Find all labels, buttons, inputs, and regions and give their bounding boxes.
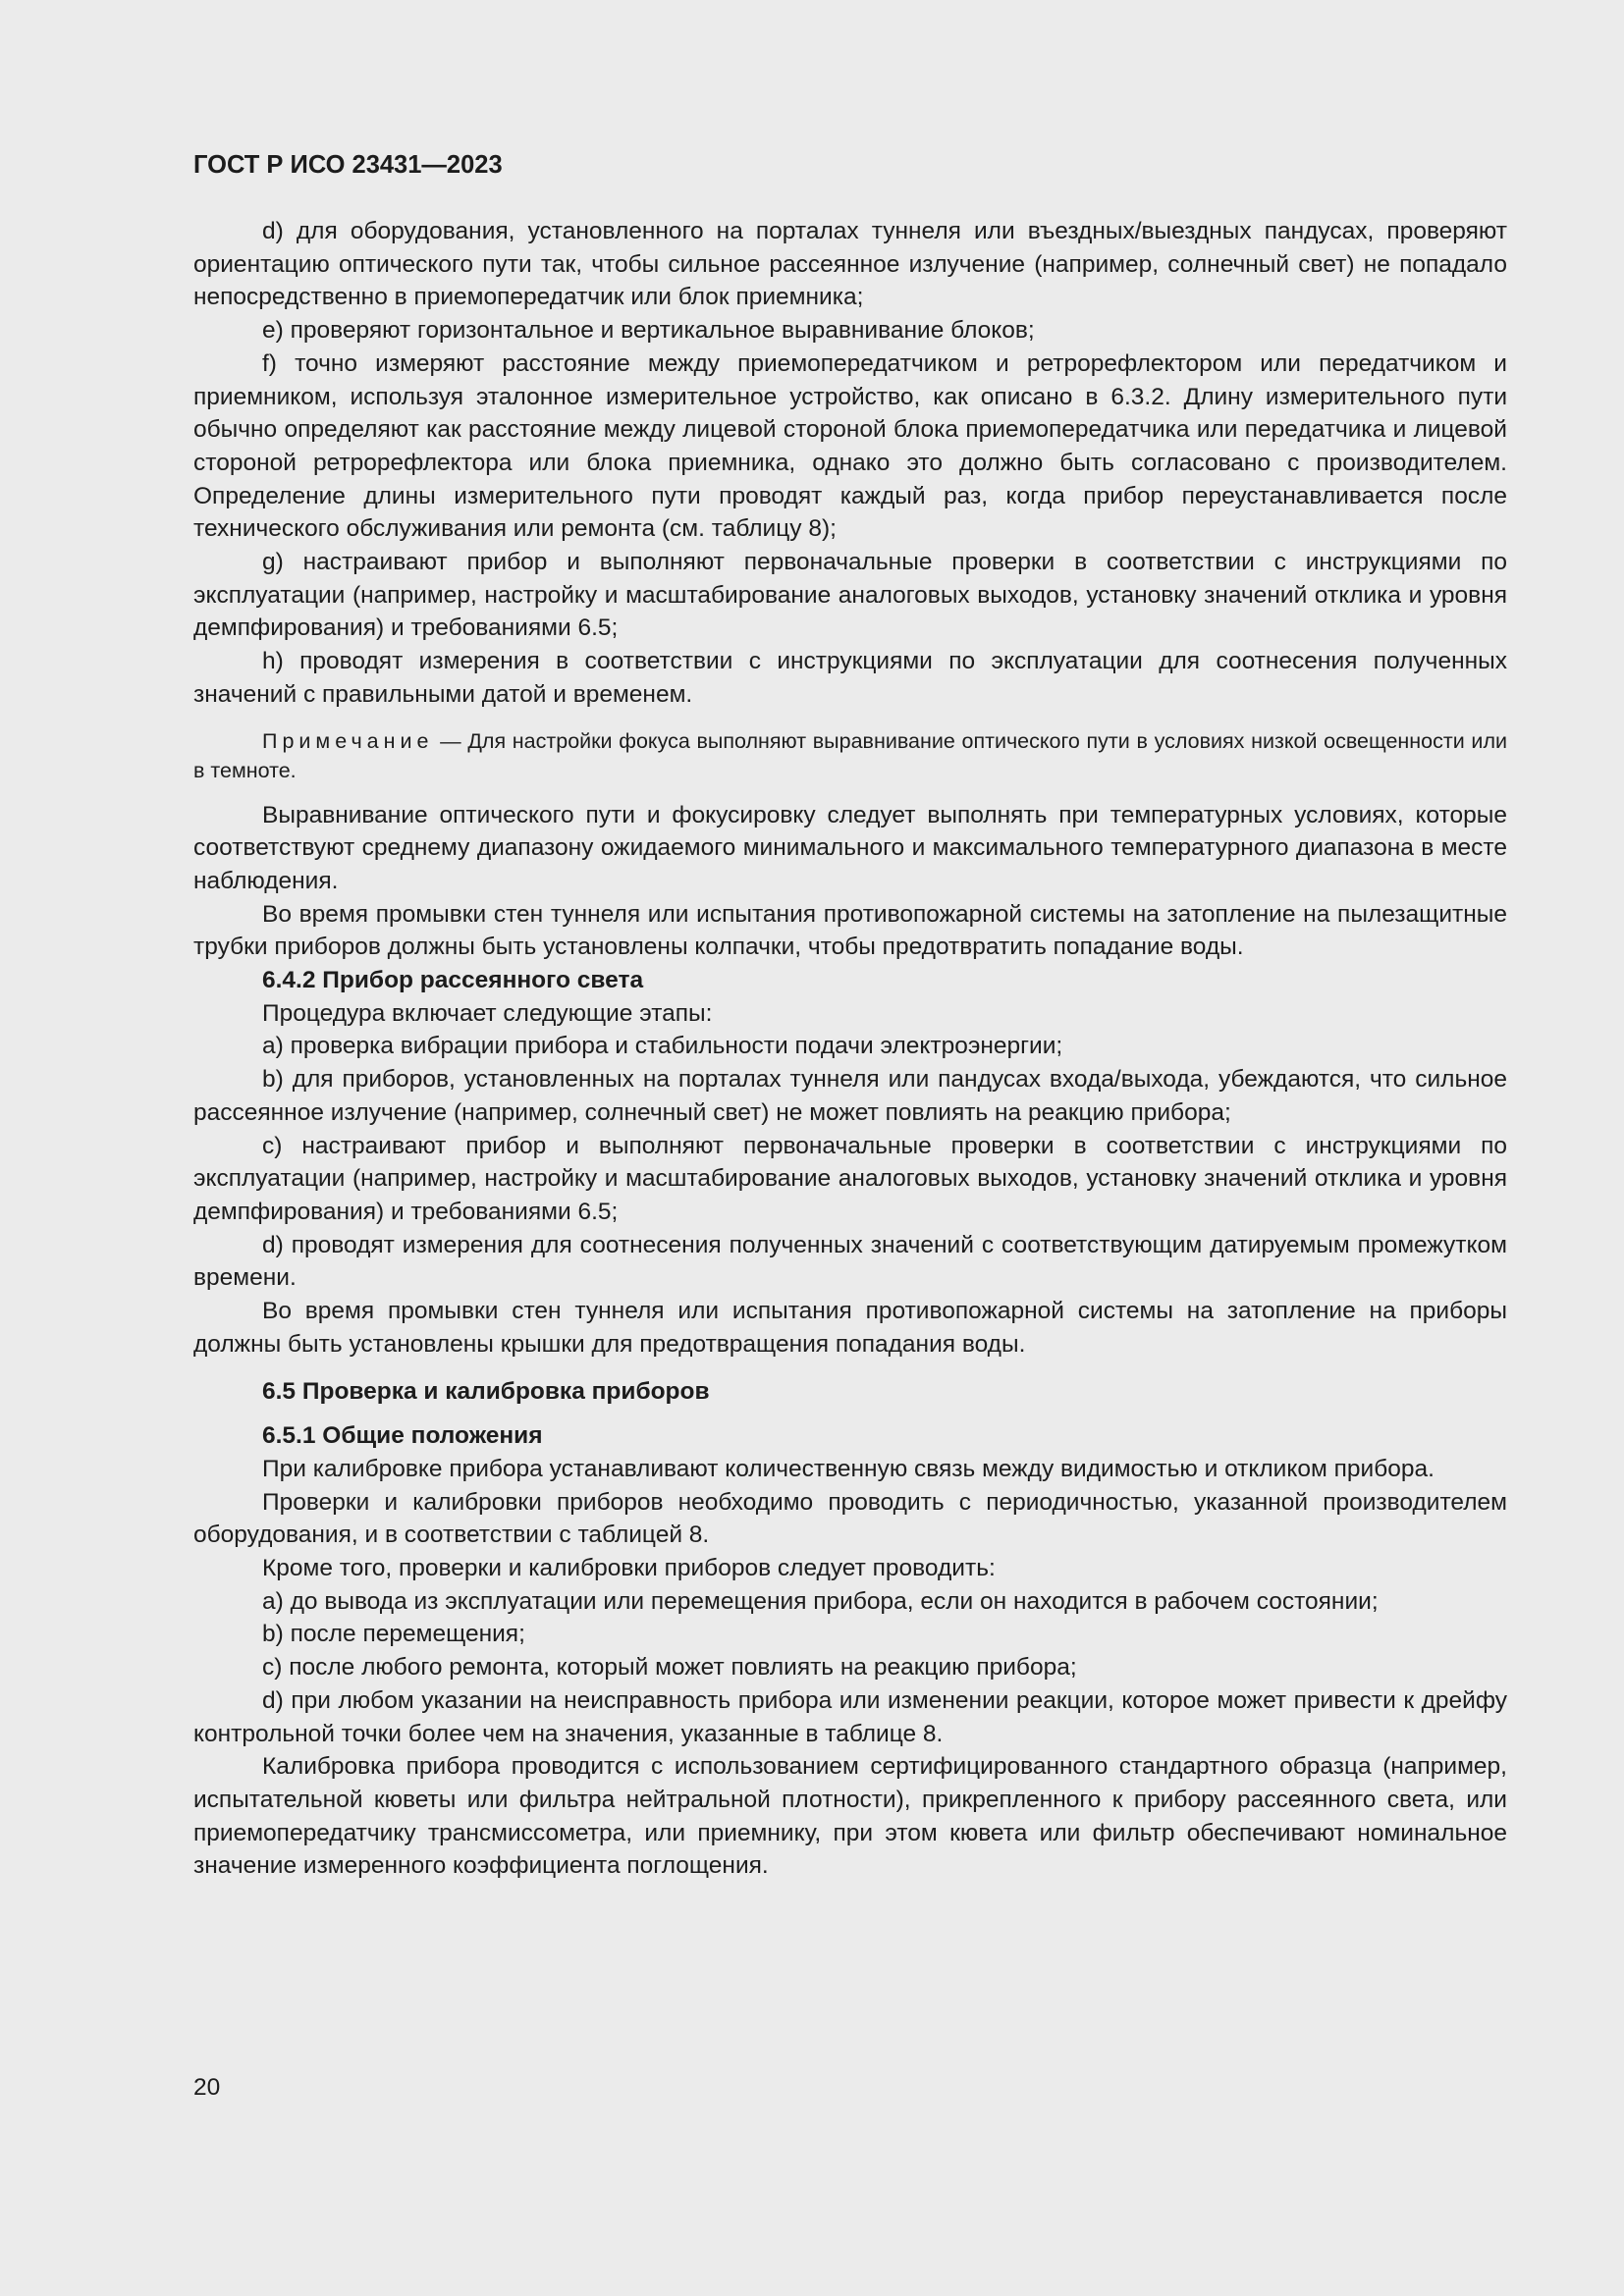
note-text: — Для настройки фокуса выполняют выравнивание оптического пути в условиях низкой освещенности или в темноте. <box>193 728 1507 782</box>
body-paragraph: e) проверяют горизонтальное и вертикальное выравнивание блоков; <box>262 317 1035 345</box>
body-paragraph: d) при любом указании на неисправность прибора или изменении реакции, которое может привести к дрейфу контрольной точки более чем на значения, указанные в таблице 8. <box>193 1686 1507 1747</box>
body-paragraph: d) проводят измерения для соотнесения полученных значений с соответствующим датируемым промежутком времени. <box>193 1231 1507 1292</box>
body-paragraph: g) настраивают прибор и выполняют первоначальные проверки в соответствии с инструкциями по эксплуатации (например, настройку и масштабирование аналоговых выходов, установку значений отклика и уровня демпфирования) и требованиями 6.5; <box>193 549 1507 642</box>
section-heading: 6.5 Проверка и калибровка приборов <box>262 1377 710 1405</box>
body-paragraph: Калибровка прибора проводится с использованием сертифицированного стандартного образца (например, испытательной кюветы или фильтра нейтральной плотности), прикрепленного к прибору рассеянного света, или приемопередатчику трансмиссометра, или приемнику, при этом кювета или фильтр обеспечивают номинальное значение измеренного коэффициента поглощения. <box>193 1753 1507 1880</box>
body-paragraph: d) для оборудования, установленного на порталах туннеля или въездных/выездных пандусах, проверяют ориентацию оптического пути так, чтобы сильное рассеянное излучение (например, солнечный свет) не попадало непосредственно в приемопередатчик или блок приемника; <box>193 218 1507 311</box>
note-paragraph <box>193 726 1507 785</box>
document-header: ГОСТ Р ИСО 23431—2023 <box>193 151 503 179</box>
body-paragraph: c) настраивают прибор и выполняют первоначальные проверки в соответствии с инструкциями по эксплуатации (например, настройку и масштабирование аналоговых выходов, установку значений отклика и уровня демпфирования) и требованиями 6.5; <box>193 1132 1507 1225</box>
page-number: 20 <box>193 2074 221 2101</box>
body-paragraph: b) для приборов, установленных на порталах туннеля или пандусах входа/выхода, убеждаются, что сильное рассеянное излучение (например, солнечный свет) не может повлиять на реакцию прибора; <box>193 1066 1507 1126</box>
body-paragraph: Выравнивание оптического пути и фокусировку следует выполнять при температурных условиях, которые соответствуют среднему диапазону ожидаемого минимального и максимального температурного диапазона в месте наблюдения. <box>193 801 1507 894</box>
body-paragraph: a) проверка вибрации прибора и стабильности подачи электроэнергии; <box>262 1033 1063 1060</box>
body-paragraph: Во время промывки стен туннеля или испытания противопожарной системы на затопление на пылезащитные трубки приборов должны быть установлены колпачки, чтобы предотвратить попадание воды. <box>193 900 1507 961</box>
body-paragraph: Кроме того, проверки и калибровки приборов следует проводить: <box>262 1555 996 1582</box>
body-paragraph: h) проводят измерения в соответствии с инструкциями по эксплуатации для соотнесения полученных значений с правильными датой и временем. <box>193 648 1507 708</box>
subsection-heading: 6.5.1 Общие положения <box>262 1422 543 1450</box>
body-paragraph: f) точно измеряют расстояние между приемопередатчиком и ретрорефлектором или передатчиком и приемником, используя эталонное измерительное устройство, как описано в 6.3.2. Длину измерительного пути обычно определяют как расстояние между лицевой стороной блока приемопередатчика или передатчика и лицевой стороной ретрорефлектора или блока приемника, однако это должно быть согласовано с производителем. Определение длины измерительного пути проводят каждый раз, когда прибор переустанавливается после технического обслуживания или ремонта (см. таблицу 8); <box>193 349 1507 543</box>
body-paragraph: Во время промывки стен туннеля или испытания противопожарной системы на затопление на приборы должны быть установлены крышки для предотвращения попадания воды. <box>193 1298 1507 1358</box>
body-paragraph: При калибровке прибора устанавливают количественную связь между видимостью и откликом прибора. <box>262 1455 1435 1482</box>
body-paragraph: Процедура включает следующие этапы: <box>262 999 713 1027</box>
subsection-heading: 6.4.2 Прибор рассеянного света <box>262 967 644 994</box>
document-page <box>193 147 1507 1883</box>
body-paragraph: a) до вывода из эксплуатации или перемещения прибора, если он находится в рабочем состоянии; <box>262 1587 1379 1615</box>
body-paragraph: c) после любого ремонта, который может повлиять на реакцию прибора; <box>262 1654 1077 1682</box>
note-label: Примечание <box>262 728 434 753</box>
document-body <box>193 215 1507 1883</box>
body-paragraph: Проверки и калибровки приборов необходимо проводить с периодичностью, указанной производителем оборудования, и в соответствии с таблицей 8. <box>193 1488 1507 1549</box>
body-paragraph: b) после перемещения; <box>262 1621 525 1648</box>
